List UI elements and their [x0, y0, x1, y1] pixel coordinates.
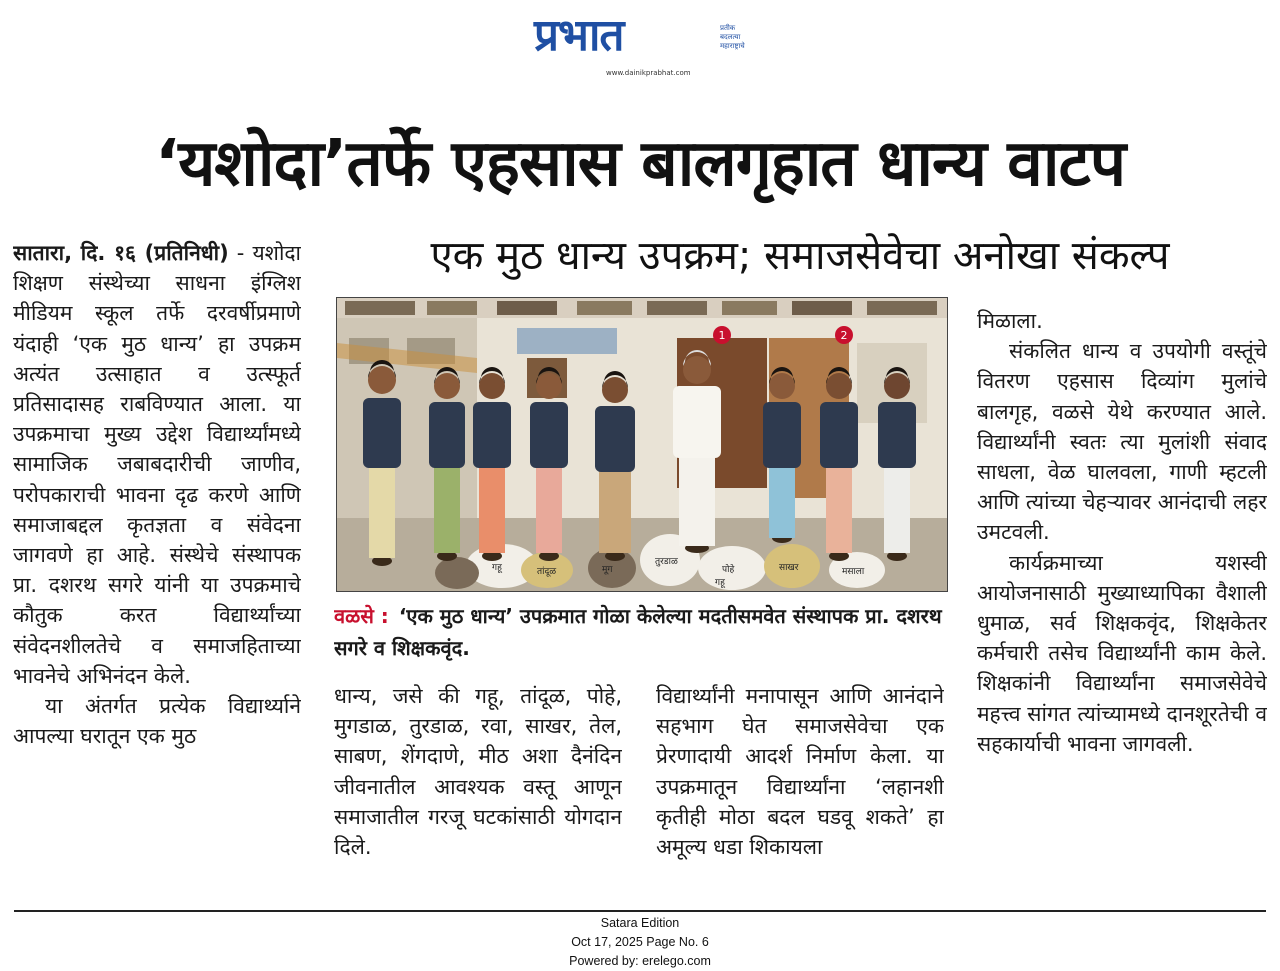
footer-edition: Satara Edition	[600, 916, 680, 930]
article-paragraph: मिळाला.	[977, 309, 1043, 333]
logo-url: www.dainikprabhat.com	[606, 69, 691, 77]
article-paragraph: विद्यार्थ्यांनी मनापासून आणि आनंदाने सहभाग घेत समाजसेवेचा एक प्रेरणादायी आदर्श निर्माण केला. या उपक्रमातून विद्यार्थ्यांना ‘लहानशी कृतीही मोठा बदल घडवू शकते’ हा अमूल्य धडा शिकायला	[656, 684, 944, 860]
article-paragraph: सातारा, दि. १६ (प्रतिनिधी) - यशोदा शिक्षण संस्थेच्या साधना इंग्लिश मीडियम स्कूल तर्फे दरवर्षीप्रमाणे यंदाही ‘एक मुठ धान्य’ हा उपक्रम अत्यंत उत्साहात व उत्स्फूर्त प्रतिसादासह राबविण्यात आला. या उपक्रमाचा मुख्य उद्देश विद्यार्थ्यांमध्ये सामाजिक जबाबदारीची जाणीव, परोपकाराची भावना दृढ करणे आणि समाजाबद्दल कृतज्ञता व संवेदना जागवणे हा आहे. संस्थेचे संस्थापक प्रा. दशरथ सगरे यांनी या उपक्रमाचे कौतुक करत विद्यार्थ्यांच्या संवेदनशीलतेचे व समाजहिताच्या भावनेचे अभिनंदन केले.	[13, 241, 301, 688]
sack-label: तांदूळ	[537, 567, 557, 577]
article-column-3	[656, 681, 944, 891]
footer-powered-by: Powered by: erelego.com	[569, 954, 711, 968]
article-paragraph: या अंतर्गत प्रत्येक विद्यार्थ्याने आपल्या घरातून एक मुठ	[13, 694, 301, 749]
article-paragraph: संकलित धान्य व उपयोगी वस्तूंचे वितरण एहसास दिव्यांग मुलांचे बालगृह, वळसे येथे करण्यात आले. विद्यार्थ्यांनी स्वतः त्या मुलांशी संवाद साधला, वेळ घालवला, गाणी म्हटली आणि त्यांच्या चेहऱ्यावर आनंदाची लहर उमटवली.	[977, 339, 1267, 545]
caption-place: वळसे :	[334, 604, 389, 628]
caption-text: ‘एक मुठ धान्य’ उपक्रमात गोळा केलेल्या मदतीसमवेत संस्थापक प्रा. दशरथ सगरे व शिक्षकवृंद.	[334, 604, 942, 660]
news-photo	[336, 297, 948, 592]
article-paragraph: कार्यक्रमाच्या यशस्वी आयोजनासाठी मुख्याध्यापिका वैशाली धुमाळ, सर्व शिक्षकवृंद, शिक्षकेतर कर्मचारी तसेच विद्यार्थ्यांनी काम केले. शिक्षकांनी विद्यार्थ्यांना समाजसेवेचे महत्त्व सांगत त्यांच्यामध्ये दानशूरतेची व सहकार्याची भावना जागवली.	[977, 550, 1267, 756]
article-column-2	[334, 681, 622, 891]
footer-date-page: Oct 17, 2025 Page No. 6	[571, 935, 709, 949]
sack-label: तुरडाळ	[655, 557, 678, 567]
article-column-1	[13, 238, 301, 888]
page-footer	[440, 914, 840, 971]
article-column-4	[977, 306, 1267, 891]
sack-label: साखर	[779, 563, 799, 573]
photo-caption	[334, 600, 946, 666]
subheadline: एक मुठ धान्य उपक्रम; समाजसेवेचा अनोखा संकल्प	[430, 233, 1170, 279]
sack-label: गहू	[492, 563, 502, 573]
dateline: सातारा, दि. १६ (प्रतिनिधी)	[13, 241, 229, 265]
door-number-1: 1	[718, 329, 726, 342]
masthead-logo	[530, 10, 770, 84]
sack-label: गहू	[715, 578, 725, 588]
logo-tagline: प्रतीक बदलत्या महाराष्ट्राचे	[720, 24, 745, 50]
headline: ‘यशोदा’तर्फे एहसास बालगृहात धान्य वाटप	[154, 127, 1126, 201]
sack-label: मूग	[602, 565, 613, 575]
footer-divider	[14, 910, 1266, 912]
sack-label: मसाला	[842, 567, 865, 577]
door-number-2: 2	[840, 329, 848, 342]
article-paragraph: धान्य, जसे की गहू, तांदूळ, पोहे, मुगडाळ, तुरडाळ, रवा, साखर, तेल, साबण, शेंगदाणे, मीठ अशा दैनंदिन जीवनातील आवश्यक वस्तू आणून समाजातील गरजू घटकांसाठी योगदान दिले.	[334, 684, 622, 860]
logo-wordmark: प्रभात	[534, 10, 624, 61]
sack-label: पोहे	[722, 565, 735, 575]
photo-illustration	[337, 298, 947, 591]
